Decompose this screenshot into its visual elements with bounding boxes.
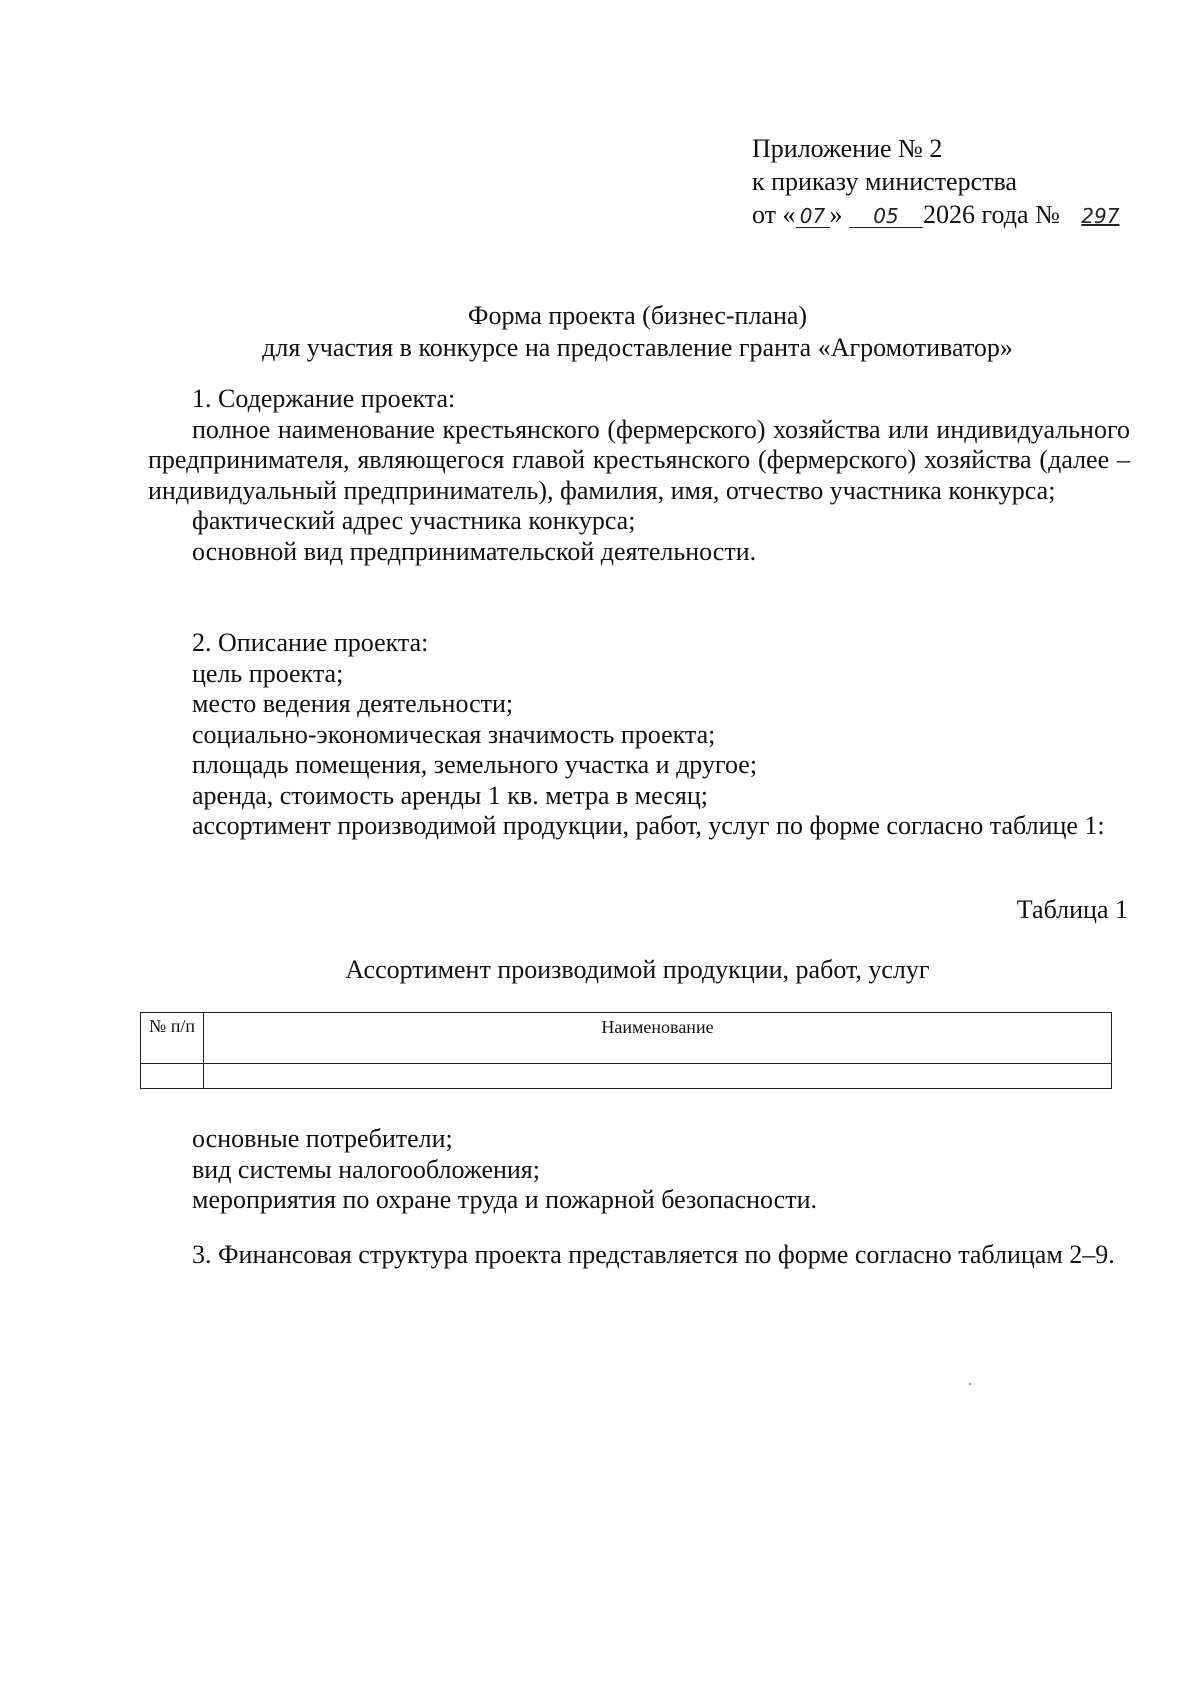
- section-2-continued: [148, 1124, 1130, 1216]
- section-2-item-4: площадь помещения, земельного участка и другое;: [192, 750, 758, 779]
- title-line-2: для участия в конкурсе на предоставление гранта «Агромотиватор»: [262, 333, 1013, 362]
- section-1-heading: 1. Содержание проекта:: [192, 384, 456, 413]
- order-date-line: [752, 198, 1134, 231]
- date-prefix: от «: [752, 200, 796, 229]
- section-2-item-2: место ведения деятельности;: [192, 689, 514, 718]
- document-title: [0, 300, 1200, 364]
- appendix-number: Приложение № 2: [752, 134, 943, 163]
- section-1: [148, 384, 1130, 567]
- date-year-text: 2026 года №: [923, 200, 1060, 229]
- table-row: [141, 1064, 1112, 1089]
- handwritten-month: 05: [849, 205, 923, 228]
- section-2-item-3: социально-экономическая значимость проекта;: [192, 719, 716, 749]
- table-cell-name: [204, 1064, 1112, 1089]
- section-2-item-5: аренда, стоимость аренды 1 кв. метра в месяц;: [192, 780, 708, 810]
- section-2-heading: 2. Описание проекта:: [192, 628, 429, 657]
- section-2-item-6: ассортимент производимой продукции, работ, услуг по форме согласно таблице 1:: [192, 811, 1105, 840]
- title-line-1: Форма проекта (бизнес-плана): [467, 301, 808, 330]
- column-header-name: Наименование: [204, 1013, 1112, 1064]
- section-1-item-2: фактический адрес участника конкурса;: [192, 506, 636, 535]
- table-1-caption: Таблица 1: [1016, 895, 1128, 924]
- section-2-item-7: основные потребители;: [192, 1124, 453, 1153]
- date-mid: »: [829, 200, 843, 229]
- handwritten-day: 07: [796, 205, 830, 228]
- section-1-item-3: основной вид предпринимательской деятельности.: [192, 536, 757, 566]
- section-1-item-1: полное наименование крестьянского (фермерского) хозяйства или индивидуального предпринимателя, являющегося главой крестьянского (фермерского) хозяйства (далее – индивидуальный предприниматель), фамилия, имя, отчество участника конкурса;: [148, 414, 1130, 505]
- table-cell-number: [141, 1064, 204, 1089]
- handwritten-order-number: 297: [1081, 204, 1120, 228]
- appendix-header: [752, 132, 1134, 231]
- table-header-row: [141, 1013, 1112, 1064]
- table-1-title: Ассортимент производимой продукции, работ, услуг: [345, 955, 930, 984]
- section-2-item-9: мероприятия по охране труда и пожарной безопасности.: [192, 1185, 817, 1214]
- scan-speck: [969, 1383, 971, 1385]
- section-2-item-8: вид системы налогообложения;: [192, 1154, 540, 1184]
- column-header-number: № п/п: [141, 1013, 204, 1064]
- section-3-text: 3. Финансовая структура проекта представляется по форме согласно таблицам 2–9.: [192, 1240, 1115, 1269]
- assortment-table: [140, 1012, 1112, 1089]
- section-2-item-1: цель проекта;: [192, 658, 344, 688]
- section-2: [148, 628, 1130, 842]
- section-3: [148, 1240, 1130, 1271]
- appendix-reference: к приказу министерства: [752, 167, 1017, 196]
